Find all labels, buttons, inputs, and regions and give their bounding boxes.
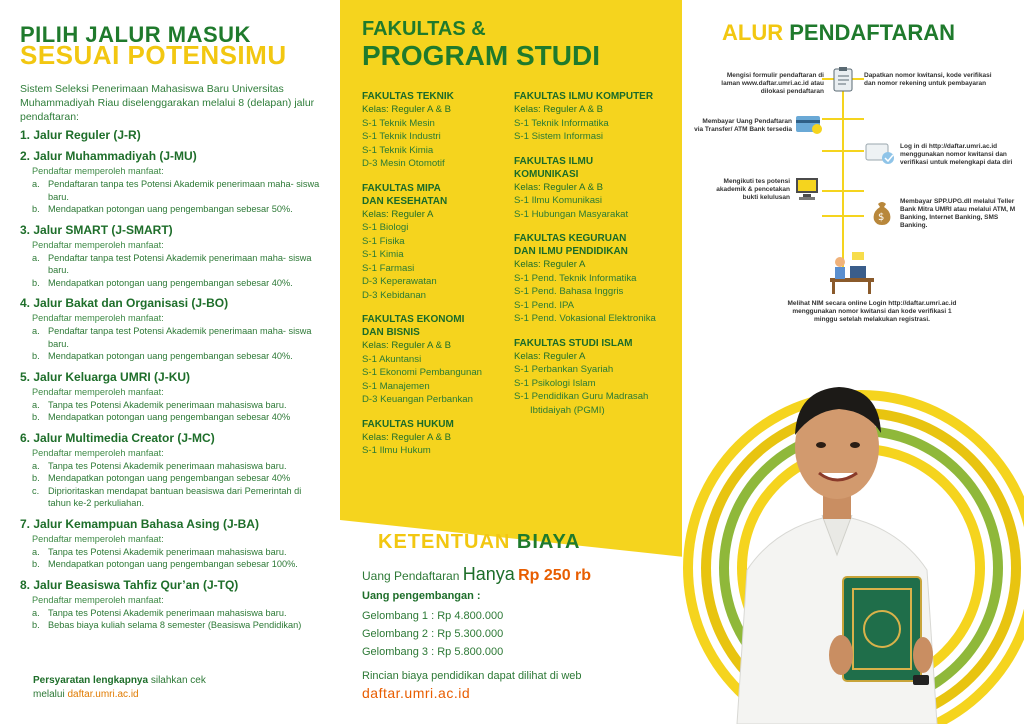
routes-list [20,128,332,639]
route-benefit [32,252,332,277]
development-fee-label: Uang pengembangan : [362,590,481,602]
routes-footer [33,674,206,702]
money-bag-icon [868,198,896,226]
benefit-letter: a. [32,252,40,263]
study-program: S-1 Pend. Teknik Informatika [514,272,637,284]
flow-title-part2: PENDAFTARAN [789,20,956,45]
route-benefit [32,607,332,620]
flow-step-4-text: Log in di http://daftar.umri.ac.id menggunakan nomor kwitansi dan verifikasi untuk melengkapi data diri [900,143,1013,166]
study-program: D-3 Kebidanan [362,289,427,301]
route-benefit [32,325,332,350]
route-benefit [32,472,332,485]
study-program: S-1 Hubungan Masyarakat [514,208,629,220]
study-program: S-1 Teknik Kimia [362,144,434,156]
benefit-text: Mendapatkan potongan uang pengembangan sebesar 40%. [48,277,293,288]
route-title: 3. Jalur SMART (J-SMART) [20,222,173,237]
faculty-class: Kelas: Reguler A [362,208,434,220]
flow-step-1-text: Mengisi formulir pendaftaran di laman www.daftar.umri.ac.id atau dilokasi pendaftaran [721,72,824,95]
benefit-text: Tanpa tes Potensi Akademik penerimaan mahasiswa baru. [48,546,287,557]
route-benefit [32,277,332,290]
route-item [20,431,332,510]
study-program: S-1 Teknik Industri [362,131,441,142]
benefit-letter: b. [32,473,40,483]
route-title: 6. Jalur Multimedia Creator (J-MC) [20,430,215,445]
student-photo [717,355,957,724]
faculty-name: DAN ILMU PENDIDIKAN [514,246,628,257]
faculty-name: FAKULTAS ILMU KOMPUTER [514,91,654,102]
faculty-name: FAKULTAS TEKNIK [362,91,454,102]
faculty-name: FAKULTAS HUKUM [362,418,454,430]
benefit-letter: b. [32,351,40,361]
panel-admission-routes [0,0,340,724]
faculty-block [514,232,674,326]
route-benefit-intro: Pendaftar memperoleh manfaat: [32,166,164,176]
route-item [20,128,332,142]
route-benefit-intro: Pendaftar memperoleh manfaat: [32,594,164,605]
study-program: D-3 Keperawatan [362,276,437,287]
faculty-name: KOMUNIKASI [514,168,579,180]
faculty-block [514,90,674,144]
wave-fee: Gelombang 3 : Rp 5.800.000 [362,646,504,658]
flow-step-2-text: Dapatkan nomor kwitansi, kode verifikasi dan nomor rekening untuk pembayaran [864,72,992,87]
route-benefit-intro: Pendaftar memperoleh manfaat: [32,447,164,458]
benefit-letter: a. [32,399,40,410]
registration-fee-only: Hanya [462,564,515,584]
flow-title-part1: ALUR [722,20,784,45]
registration-fee [362,564,591,585]
study-program: S-1 Manajemen [362,380,430,392]
faculty-class: Kelas: Reguler A & B [514,181,604,193]
faculty-block [362,313,512,407]
flow-line-h5 [822,215,864,217]
faculty-class: Kelas: Reguler A [514,350,586,362]
route-benefit [32,619,332,632]
study-program: S-1 Teknik Informatika [514,117,609,129]
benefit-letter: b. [32,559,40,569]
registration-fee-label: Uang Pendaftaran [362,569,460,583]
study-program: Ibtidaiyah (PGMI) [530,404,605,416]
faculty-class: Kelas: Reguler A & B [362,104,452,115]
faculty-block [514,337,674,418]
route-benefit-intro: Pendaftar memperoleh manfaat: [32,386,164,397]
route-benefit [32,546,332,559]
footer-strong: Persyaratan lengkapnya [33,675,149,686]
faculty-class: Kelas: Reguler A & B [362,431,452,443]
faculty-block [362,418,512,458]
routes-subtitle: SESUAI POTENSIMU [20,40,287,70]
route-item [20,149,332,216]
faculty-name: DAN BISNIS [362,327,420,338]
faculty-name: DAN KESEHATAN [362,195,448,207]
login-icon [864,140,896,168]
flow-line-vertical [842,78,844,273]
benefit-text: Tanpa tes Potensi Akademik penerimaan mahasiswa baru. [48,460,287,471]
route-benefit [32,178,332,203]
study-program: S-1 Sistem Informasi [514,131,604,142]
study-program: D-3 Mesin Otomotif [362,158,445,169]
faculty-block [514,155,674,222]
benefit-text: Pendaftar tanpa test Potensi Akademik penerimaan maha- siswa baru. [48,326,312,349]
study-program: S-1 Kimia [362,249,404,260]
benefit-letter: a. [32,607,40,618]
fees-note: Rincian biaya pendidikan dapat dilihat di web [362,670,582,682]
faculties-title: FAKULTAS & [362,18,486,40]
route-benefit [32,350,332,363]
flow-line-h4 [822,190,864,192]
faculty-class: Kelas: Reguler A & B [362,340,452,351]
benefit-letter: a. [32,460,40,471]
study-program: S-1 Akuntansi [362,353,422,365]
benefit-text: Pendaftar tanpa test Potensi Akademik penerimaan maha- siswa baru. [48,252,312,275]
panel-faculties [340,0,682,724]
route-title: 8. Jalur Beasiswa Tahfiz Qur’an (J-TQ) [20,577,239,592]
study-program: S-1 Ilmu Hukum [362,445,431,456]
faculty-block [362,90,512,171]
computer-test-icon [794,176,820,202]
route-title: 7. Jalur Kemampuan Bahasa Asing (J-BA) [20,516,259,531]
study-program: S-1 Pendidikan Guru Madrasah [514,391,649,402]
route-item [20,517,332,571]
benefit-letter: a. [32,546,40,557]
route-benefit [32,558,332,571]
route-item [20,223,332,290]
footer-link[interactable]: daftar.umri.ac.id [67,689,139,700]
registration-fee-price: Rp 250 rb [518,567,592,584]
flow-step-7-text: Melihat NIM secara online Login http://daftar.umri.ac.id menggunakan nomor kwitansi dan kode verifikasi 1 minggu setelah melakukan registrasi. [787,300,957,323]
benefit-letter: b. [32,412,40,422]
study-program: S-1 Pend. IPA [514,299,575,311]
faculty-name: FAKULTAS EKONOMI [362,314,465,325]
study-program: S-1 Teknik Mesin [362,117,435,129]
footer-prefix: melalui [33,689,68,700]
study-program: S-1 Farmasi [362,262,415,274]
benefit-text: Mendapatkan potongan uang pengembangan sebesar 40%. [48,351,293,361]
flow-step-5-text: Mengikuti tes potensi akademik & pencetakan bukti kelulusan [716,178,790,201]
benefit-letter: a. [32,179,40,189]
faculty-column-right [514,90,674,428]
svg-text:$: $ [878,212,885,223]
benefit-text: Mendapatkan potongan uang pengembangan sebesar 40% [48,412,291,422]
benefit-text: Tanpa tes Potensi Akademik penerimaan mahasiswa baru. [48,607,287,618]
desk-illustration-icon [822,248,878,296]
benefit-letter: b. [32,277,40,288]
route-title: 1. Jalur Reguler (J-R) [20,128,141,142]
faculty-column-left [362,90,512,469]
benefit-text: Bebas biaya kuliah selama 8 semester (Beasiswa Pendidikan) [48,620,302,630]
fees-web-link[interactable]: daftar.umri.ac.id [362,685,471,701]
benefit-text: Mendapatkan potongan uang pengembangan sebesar 100%. [48,559,298,569]
route-item [20,370,332,424]
route-benefit [32,460,332,473]
clipboard-icon [832,66,854,92]
route-title: 4. Jalur Bakat dan Organisasi (J-BO) [20,296,229,310]
flow-line-h3 [822,150,864,152]
route-title: 5. Jalur Keluarga UMRI (J-KU) [20,369,191,384]
fees-title [378,531,580,554]
route-benefit-intro: Pendaftar memperoleh manfaat: [32,533,164,544]
route-benefit [32,411,332,424]
route-title: 2. Jalur Muhammadiyah (J-MU) [20,149,197,163]
card-payment-icon [794,112,824,136]
faculty-name: FAKULTAS KEGURUAN [514,233,627,244]
panel-registration-flow [682,0,1024,724]
benefit-letter: a. [32,326,40,336]
study-program: S-1 Fisika [362,235,405,247]
route-benefit-intro: Pendaftar memperoleh manfaat: [32,239,164,250]
study-program: D-3 Keuangan Perbankan [362,394,473,405]
routes-title: PILIH JALUR MASUK [20,22,251,47]
study-program: S-1 Pend. Vokasional Elektronika [514,313,656,324]
faculty-class: Kelas: Reguler A [514,259,586,270]
faculty-name: FAKULTAS MIPA [362,182,441,194]
benefit-letter: c. [32,485,40,496]
route-item [20,578,332,632]
faculties-subtitle: PROGRAM STUDI [362,40,600,71]
routes-intro: Sistem Seleksi Penerimaan Mahasiswa Baru Universitas Muhammadiyah Riau diselenggarakan melalui 8 (delapan) jalur pendaftaran: [20,83,315,123]
wave-fee: Gelombang 2 : Rp 5.300.000 [362,628,504,640]
benefit-text: Mendapatkan potongan uang pengembangan sebesar 40% [48,473,291,483]
benefit-letter: b. [32,204,40,214]
study-program: S-1 Ilmu Komunikasi [514,195,602,206]
benefit-text: Diprioritaskan mendapat bantuan beasiswa dari Pemerintah di tahun ke-2 perkuliahan. [48,485,302,508]
benefit-text: Mendapatkan potongan uang pengembangan sebesar 50%. [48,204,293,214]
faculty-block [362,182,512,303]
faculty-class: Kelas: Reguler A & B [514,104,604,115]
fees-title-part1: KETENTUAN [378,531,511,553]
study-program: S-1 Ekonomi Pembangunan [362,367,482,378]
flow-step-3-text: Membayar Uang Pendaftaran via Transfer/ ATM Bank tersedia [694,118,792,133]
faculty-name: FAKULTAS STUDI ISLAM [514,337,633,349]
benefit-text: Tanpa tes Potensi Akademik penerimaan mahasiswa baru. [48,399,287,410]
route-benefit [32,203,332,216]
flow-step-6-text: Membayar SPP.UPG.dll melalui Teller Bank Mitra UMRI atau melalui ATM, M Banking, Internet Banking, SMS Banking. [900,198,1016,229]
faculty-name: FAKULTAS ILMU [514,155,594,167]
route-benefit [32,399,332,412]
flow-title [722,20,955,46]
study-program: S-1 Pend. Bahasa Inggris [514,286,624,297]
route-benefit-intro: Pendaftar memperoleh manfaat: [32,313,164,323]
benefit-letter: b. [32,620,40,630]
benefit-text: Pendaftaran tanpa tes Potensi Akademik penerimaan maha- siswa baru. [48,179,320,202]
study-program: S-1 Perbankan Syariah [514,364,614,375]
wave-fee: Gelombang 1 : Rp 4.800.000 [362,610,504,622]
fees-title-part2: BIAYA [516,531,581,553]
study-program: S-1 Psikologi Islam [514,377,596,389]
footer-text: silahkan cek [148,675,206,686]
study-program: S-1 Biologi [362,222,409,233]
route-benefit [32,485,332,510]
route-item [20,296,332,363]
flow-line-h2 [822,118,864,120]
